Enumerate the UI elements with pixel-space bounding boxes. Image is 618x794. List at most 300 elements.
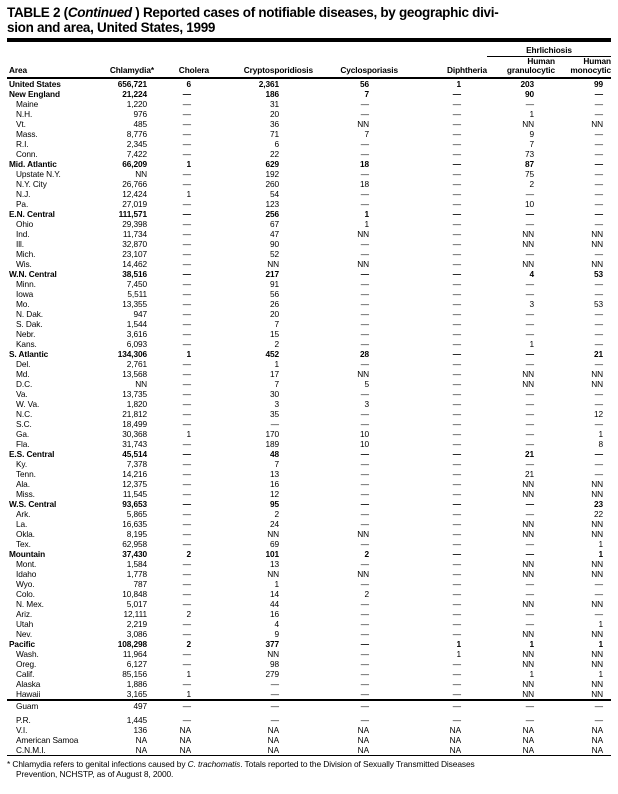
value-cell: 48 bbox=[269, 449, 279, 459]
area-cell: Mass. bbox=[16, 129, 38, 139]
value-cell: — bbox=[525, 289, 534, 299]
value-cell: — bbox=[360, 319, 369, 329]
area-cell: Idaho bbox=[16, 569, 37, 579]
value-cell: — bbox=[270, 419, 279, 429]
table-row bbox=[7, 725, 611, 735]
table-row bbox=[7, 449, 611, 459]
value-cell: — bbox=[452, 129, 461, 139]
value-cell: 98 bbox=[269, 659, 279, 669]
value-cell: — bbox=[594, 419, 603, 429]
value-cell: NA bbox=[267, 745, 279, 755]
value-cell: 95 bbox=[269, 499, 279, 509]
value-cell: NA bbox=[591, 725, 603, 735]
table-row bbox=[7, 459, 611, 469]
value-cell: — bbox=[452, 299, 461, 309]
value-cell: — bbox=[452, 99, 461, 109]
value-cell: 27,019 bbox=[122, 199, 147, 209]
value-cell: — bbox=[525, 439, 534, 449]
value-cell: 18,499 bbox=[122, 419, 147, 429]
value-cell: — bbox=[182, 579, 191, 589]
value-cell: — bbox=[360, 139, 369, 149]
value-cell: — bbox=[525, 499, 534, 509]
value-cell: NN bbox=[591, 229, 603, 239]
value-cell: — bbox=[452, 329, 461, 339]
area-cell: Ariz. bbox=[16, 609, 33, 619]
value-cell: NN bbox=[267, 529, 279, 539]
value-cell: NA bbox=[522, 745, 534, 755]
area-cell: N.H. bbox=[16, 109, 33, 119]
value-cell: — bbox=[452, 479, 461, 489]
value-cell: 6 bbox=[274, 139, 279, 149]
value-cell: NN bbox=[522, 229, 534, 239]
value-cell: 20 bbox=[269, 109, 279, 119]
table-row bbox=[7, 359, 611, 369]
value-cell: 8,776 bbox=[126, 129, 147, 139]
value-cell: 217 bbox=[265, 269, 279, 279]
value-cell: NA bbox=[591, 735, 603, 745]
value-cell: NN bbox=[591, 379, 603, 389]
value-cell: — bbox=[182, 169, 191, 179]
value-cell: NA bbox=[357, 735, 369, 745]
value-cell: 1 bbox=[274, 579, 279, 589]
value-cell: NN bbox=[591, 239, 603, 249]
value-cell: — bbox=[452, 439, 461, 449]
value-cell: NA bbox=[591, 745, 603, 755]
area-cell: Tex. bbox=[16, 539, 31, 549]
value-cell: 37,430 bbox=[122, 549, 147, 559]
value-cell: — bbox=[525, 389, 534, 399]
value-cell: — bbox=[360, 701, 369, 711]
value-cell: — bbox=[452, 689, 461, 699]
area-cell: Colo. bbox=[16, 589, 35, 599]
value-cell: — bbox=[452, 679, 461, 689]
value-cell: 2 bbox=[529, 179, 534, 189]
value-cell: NA bbox=[522, 735, 534, 745]
value-cell: 2 bbox=[186, 639, 191, 649]
value-cell: — bbox=[182, 559, 191, 569]
value-cell: — bbox=[360, 329, 369, 339]
value-cell: — bbox=[452, 489, 461, 499]
value-cell: — bbox=[452, 349, 461, 359]
value-cell: — bbox=[594, 589, 603, 599]
value-cell: 14,216 bbox=[122, 469, 147, 479]
value-cell: — bbox=[270, 689, 279, 699]
area-cell: W. Va. bbox=[16, 399, 40, 409]
value-cell: — bbox=[360, 309, 369, 319]
value-cell: — bbox=[182, 229, 191, 239]
value-cell: 3,616 bbox=[126, 329, 147, 339]
area-cell: Va. bbox=[16, 389, 28, 399]
value-cell: 5,865 bbox=[126, 509, 147, 519]
value-cell: — bbox=[452, 529, 461, 539]
table-row bbox=[7, 599, 611, 609]
value-cell: NN bbox=[591, 489, 603, 499]
table-body-territories bbox=[7, 700, 611, 756]
value-cell: — bbox=[452, 569, 461, 579]
value-cell: — bbox=[452, 629, 461, 639]
table-row bbox=[7, 629, 611, 639]
area-cell: Tenn. bbox=[16, 469, 36, 479]
value-cell: — bbox=[452, 139, 461, 149]
value-cell: 18 bbox=[359, 179, 369, 189]
value-cell: 11,545 bbox=[122, 489, 147, 499]
value-cell: 1 bbox=[529, 109, 534, 119]
value-cell: — bbox=[182, 679, 191, 689]
value-cell: 52 bbox=[269, 249, 279, 259]
value-cell: 12,111 bbox=[123, 609, 147, 619]
value-cell: NN bbox=[591, 119, 603, 129]
value-cell: NN bbox=[522, 259, 534, 269]
value-cell: 47 bbox=[269, 229, 279, 239]
table-row bbox=[7, 429, 611, 439]
value-cell: 1 bbox=[598, 429, 603, 439]
value-cell: — bbox=[452, 519, 461, 529]
value-cell: — bbox=[452, 449, 461, 459]
value-cell: — bbox=[452, 249, 461, 259]
value-cell: — bbox=[452, 269, 461, 279]
page-title bbox=[7, 6, 611, 35]
value-cell: 1 bbox=[529, 639, 534, 649]
value-cell: 7 bbox=[364, 89, 369, 99]
value-cell: NN bbox=[357, 529, 369, 539]
value-cell: 5 bbox=[364, 379, 369, 389]
value-cell: — bbox=[360, 359, 369, 369]
value-cell: — bbox=[525, 579, 534, 589]
value-cell: — bbox=[360, 169, 369, 179]
value-cell: — bbox=[360, 539, 369, 549]
table-row bbox=[7, 715, 611, 725]
value-cell: 16,635 bbox=[122, 519, 147, 529]
value-cell: 15 bbox=[269, 329, 279, 339]
value-cell: 18 bbox=[359, 159, 369, 169]
value-cell: 71 bbox=[269, 129, 279, 139]
group-header-row bbox=[7, 44, 611, 57]
area-cell: W.S. Central bbox=[9, 499, 57, 509]
area-cell: Nev. bbox=[16, 629, 33, 639]
table-row bbox=[7, 239, 611, 249]
value-cell: — bbox=[525, 349, 534, 359]
value-cell: 20 bbox=[269, 309, 279, 319]
area-cell: N. Dak. bbox=[16, 309, 43, 319]
value-cell: 1 bbox=[598, 619, 603, 629]
value-cell: 2 bbox=[364, 589, 369, 599]
area-cell: Ala. bbox=[16, 479, 30, 489]
value-cell: — bbox=[594, 459, 603, 469]
value-cell: NN bbox=[357, 259, 369, 269]
value-cell: 35 bbox=[269, 409, 279, 419]
value-cell: — bbox=[182, 209, 191, 219]
table-row bbox=[7, 559, 611, 569]
value-cell: — bbox=[452, 659, 461, 669]
value-cell: — bbox=[182, 109, 191, 119]
value-cell: — bbox=[360, 269, 369, 279]
value-cell: 14 bbox=[269, 589, 279, 599]
value-cell: — bbox=[182, 439, 191, 449]
value-cell: — bbox=[182, 149, 191, 159]
value-cell: — bbox=[182, 509, 191, 519]
value-cell: 377 bbox=[265, 639, 279, 649]
value-cell: 62,958 bbox=[122, 539, 147, 549]
value-cell: 7,422 bbox=[126, 149, 147, 159]
table-row bbox=[7, 229, 611, 239]
table-row bbox=[7, 159, 611, 169]
table-row bbox=[7, 109, 611, 119]
area-cell: La. bbox=[16, 519, 28, 529]
value-cell: 170 bbox=[265, 429, 279, 439]
value-cell: — bbox=[594, 579, 603, 589]
value-cell: — bbox=[182, 139, 191, 149]
table-row bbox=[7, 549, 611, 559]
value-cell: 32,870 bbox=[122, 239, 147, 249]
value-cell: — bbox=[182, 479, 191, 489]
value-cell: — bbox=[452, 619, 461, 629]
value-cell: — bbox=[525, 279, 534, 289]
value-cell: 1 bbox=[186, 669, 191, 679]
table-header bbox=[7, 44, 611, 79]
value-cell: — bbox=[525, 459, 534, 469]
value-cell: 45,514 bbox=[122, 449, 147, 459]
area-cell: Ind. bbox=[16, 229, 30, 239]
value-cell: 90 bbox=[269, 239, 279, 249]
table-row bbox=[7, 129, 611, 139]
value-cell: — bbox=[525, 409, 534, 419]
table-row bbox=[7, 309, 611, 319]
value-cell: 8 bbox=[598, 439, 603, 449]
area-cell: Hawaii bbox=[16, 689, 41, 699]
value-cell: — bbox=[452, 459, 461, 469]
value-cell: — bbox=[452, 89, 461, 99]
value-cell: — bbox=[182, 519, 191, 529]
value-cell: — bbox=[594, 169, 603, 179]
value-cell: 13,735 bbox=[122, 389, 147, 399]
value-cell: 10 bbox=[359, 429, 369, 439]
value-cell: 30 bbox=[269, 389, 279, 399]
area-cell: Del. bbox=[16, 359, 31, 369]
table-row bbox=[7, 329, 611, 339]
value-cell: — bbox=[182, 129, 191, 139]
value-cell: — bbox=[452, 209, 461, 219]
value-cell: NN bbox=[591, 569, 603, 579]
value-cell: — bbox=[525, 715, 534, 725]
value-cell: — bbox=[452, 219, 461, 229]
value-cell: — bbox=[452, 289, 461, 299]
value-cell: — bbox=[452, 369, 461, 379]
table-row bbox=[7, 179, 611, 189]
value-cell: NN bbox=[522, 689, 534, 699]
table-row bbox=[7, 745, 611, 756]
value-cell: 1 bbox=[529, 339, 534, 349]
value-cell: 452 bbox=[265, 349, 279, 359]
table-row bbox=[7, 289, 611, 299]
value-cell: NN bbox=[591, 689, 603, 699]
value-cell: 16 bbox=[269, 479, 279, 489]
value-cell: 656,721 bbox=[117, 79, 147, 89]
table-row bbox=[7, 509, 611, 519]
value-cell: — bbox=[182, 359, 191, 369]
ehrlichiosis-group-header: Ehrlichiosis bbox=[487, 44, 611, 57]
value-cell: NN bbox=[591, 519, 603, 529]
value-cell: 29,398 bbox=[122, 219, 147, 229]
value-cell: 3 bbox=[364, 399, 369, 409]
value-cell: — bbox=[594, 359, 603, 369]
footnote-line2: Prevention, NCHSTP, as of August 8, 2000. bbox=[16, 769, 174, 779]
value-cell: 260 bbox=[265, 179, 279, 189]
value-cell: 485 bbox=[133, 119, 147, 129]
value-cell: — bbox=[452, 715, 461, 725]
column-header-diphtheria: Diphtheria bbox=[446, 65, 487, 75]
value-cell: 2,361 bbox=[258, 79, 279, 89]
value-cell: — bbox=[360, 559, 369, 569]
value-cell: — bbox=[182, 619, 191, 629]
value-cell: — bbox=[182, 119, 191, 129]
value-cell: — bbox=[594, 219, 603, 229]
value-cell: 44 bbox=[269, 599, 279, 609]
value-cell: — bbox=[360, 419, 369, 429]
table-row bbox=[7, 78, 611, 89]
table-row bbox=[7, 679, 611, 689]
footnote-marker: * bbox=[7, 759, 13, 769]
value-cell: 497 bbox=[133, 701, 147, 711]
value-cell: — bbox=[525, 189, 534, 199]
value-cell: 28 bbox=[359, 349, 369, 359]
value-cell: 22 bbox=[593, 509, 603, 519]
area-cell: Wash. bbox=[16, 649, 39, 659]
table-row bbox=[7, 539, 611, 549]
value-cell: — bbox=[360, 449, 369, 459]
value-cell: 9 bbox=[529, 129, 534, 139]
value-cell: 73 bbox=[524, 149, 534, 159]
value-cell: — bbox=[452, 419, 461, 429]
value-cell: — bbox=[360, 619, 369, 629]
value-cell: — bbox=[270, 679, 279, 689]
value-cell: 1 bbox=[456, 79, 461, 89]
value-cell: 24 bbox=[269, 519, 279, 529]
value-cell: NA bbox=[449, 725, 461, 735]
value-cell: — bbox=[452, 279, 461, 289]
value-cell: — bbox=[525, 319, 534, 329]
value-cell: — bbox=[594, 89, 603, 99]
value-cell: — bbox=[360, 479, 369, 489]
value-cell: — bbox=[182, 539, 191, 549]
value-cell: — bbox=[182, 369, 191, 379]
table-row bbox=[7, 589, 611, 599]
value-cell: 134,306 bbox=[117, 349, 147, 359]
value-cell: — bbox=[594, 449, 603, 459]
value-cell: — bbox=[182, 269, 191, 279]
table-row bbox=[7, 499, 611, 509]
table-row bbox=[7, 735, 611, 745]
value-cell: 7,378 bbox=[126, 459, 147, 469]
value-cell: — bbox=[360, 279, 369, 289]
value-cell: — bbox=[452, 589, 461, 599]
value-cell: — bbox=[594, 319, 603, 329]
value-cell: — bbox=[525, 359, 534, 369]
value-cell: 13,568 bbox=[122, 369, 147, 379]
value-cell: — bbox=[452, 469, 461, 479]
value-cell: NA bbox=[449, 745, 461, 755]
value-cell: 947 bbox=[133, 309, 147, 319]
value-cell: — bbox=[452, 609, 461, 619]
value-cell: — bbox=[360, 519, 369, 529]
value-cell: — bbox=[452, 559, 461, 569]
value-cell: 17 bbox=[269, 369, 279, 379]
area-cell: Mountain bbox=[9, 549, 46, 559]
value-cell: 23,107 bbox=[122, 249, 147, 259]
value-cell: 1,886 bbox=[126, 679, 147, 689]
table-row bbox=[7, 119, 611, 129]
value-cell: — bbox=[360, 249, 369, 259]
value-cell: 1 bbox=[186, 349, 191, 359]
value-cell: — bbox=[525, 619, 534, 629]
value-cell: — bbox=[182, 499, 191, 509]
value-cell: 99 bbox=[593, 79, 603, 89]
table-row bbox=[7, 479, 611, 489]
value-cell: 56 bbox=[359, 79, 369, 89]
value-cell: — bbox=[452, 229, 461, 239]
table-row bbox=[7, 339, 611, 349]
value-cell: NN bbox=[135, 169, 147, 179]
value-cell: — bbox=[594, 279, 603, 289]
group-header-spacer bbox=[7, 44, 487, 57]
value-cell: 66,209 bbox=[122, 159, 147, 169]
value-cell: — bbox=[594, 129, 603, 139]
table-row bbox=[7, 279, 611, 289]
value-cell: 26 bbox=[269, 299, 279, 309]
value-cell: 6 bbox=[186, 79, 191, 89]
value-cell: — bbox=[452, 599, 461, 609]
value-cell: 1 bbox=[598, 639, 603, 649]
area-cell: N.J. bbox=[16, 189, 31, 199]
value-cell: — bbox=[452, 259, 461, 269]
value-cell: — bbox=[360, 149, 369, 159]
area-cell: P.R. bbox=[16, 715, 31, 725]
value-cell: 12,424 bbox=[122, 189, 147, 199]
value-cell: — bbox=[594, 109, 603, 119]
value-cell: 1 bbox=[186, 429, 191, 439]
value-cell: — bbox=[452, 239, 461, 249]
value-cell: — bbox=[594, 179, 603, 189]
value-cell: — bbox=[452, 169, 461, 179]
value-cell: — bbox=[594, 289, 603, 299]
value-cell: — bbox=[182, 199, 191, 209]
value-cell: — bbox=[360, 639, 369, 649]
area-cell: Nebr. bbox=[16, 329, 36, 339]
value-cell: — bbox=[182, 89, 191, 99]
value-cell: NN bbox=[135, 379, 147, 389]
value-cell: — bbox=[452, 319, 461, 329]
value-cell: 21,224 bbox=[122, 89, 147, 99]
value-cell: 186 bbox=[265, 89, 279, 99]
value-cell: 91 bbox=[269, 279, 279, 289]
table-body-main bbox=[7, 78, 611, 700]
value-cell: — bbox=[594, 189, 603, 199]
value-cell: 1 bbox=[364, 209, 369, 219]
table-row bbox=[7, 439, 611, 449]
value-cell: 1 bbox=[186, 159, 191, 169]
value-cell: — bbox=[525, 539, 534, 549]
table-row bbox=[7, 649, 611, 659]
value-cell: 1 bbox=[186, 689, 191, 699]
value-cell: 10 bbox=[359, 439, 369, 449]
value-cell: 14,462 bbox=[122, 259, 147, 269]
value-cell: — bbox=[525, 399, 534, 409]
area-cell: Md. bbox=[16, 369, 30, 379]
value-cell: — bbox=[182, 309, 191, 319]
value-cell: — bbox=[525, 209, 534, 219]
value-cell: NA bbox=[135, 745, 147, 755]
area-cell: Mo. bbox=[16, 299, 30, 309]
value-cell: 1 bbox=[364, 219, 369, 229]
